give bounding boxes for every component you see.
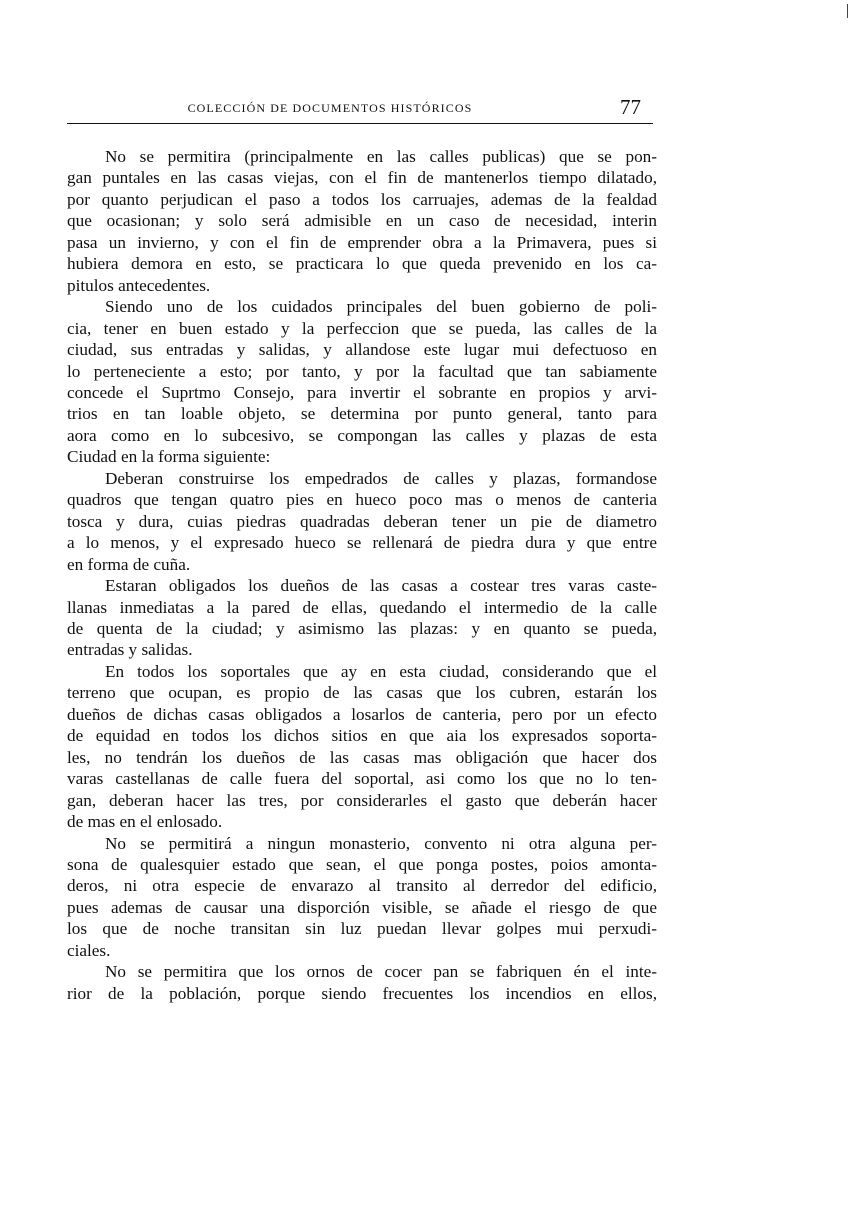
text-line: de quenta de la ciudad; y asimismo las plazas: y en quanto se pueda, [67, 618, 657, 638]
text-line: tosca y dura, cuias piedras quadradas deberan tener un pie de diametro [67, 511, 657, 531]
text-line: pasa un invierno, y con el fin de emprender obra a la Primavera, pues si [67, 232, 657, 252]
paragraph [67, 146, 657, 296]
paragraph [67, 961, 657, 1004]
paragraph [67, 575, 657, 661]
text-line: Siendo uno de los cuidados principales del buen gobierno de poli- [105, 297, 657, 317]
text-line: rior de la población, porque siendo frecuentes los incendios en ellos, [67, 983, 657, 1003]
text-line: varas castellanas de calle fuera del soportal, asi como los que no lo ten- [67, 769, 657, 789]
text-line: pitulos antecedentes. [67, 275, 211, 295]
text-line: aora como en lo subcesivo, se compongan las calles y plazas de esta [67, 425, 657, 445]
text-line: Ciudad en la forma siguiente: [67, 447, 271, 467]
text-line: ciales. [67, 940, 111, 960]
text-line: hubiera demora en esto, se practicara lo que queda prevenido en los ca- [67, 254, 657, 274]
scan-edge-mark [847, 4, 848, 18]
text-line: Estaran obligados los dueños de las casas a costear tres varas caste- [105, 576, 657, 596]
text-line: les, no tendrán los dueños de las casas mas obligación que hacer dos [67, 747, 657, 767]
text-line: cia, tener en buen estado y la perfeccion que se pueda, las calles de la [67, 318, 657, 338]
paragraph [67, 468, 657, 575]
header-rule [67, 123, 653, 124]
text-line: quadros que tengan quatro pies en hueco poco mas o menos de canteria [67, 490, 657, 510]
body-text [67, 146, 657, 1004]
text-line: No se permitira que los ornos de cocer pan se fabriquen én el inte- [105, 962, 657, 982]
running-head [67, 95, 653, 121]
text-line: pues ademas de causar una disporción visible, se añade el riesgo de que [67, 897, 657, 917]
text-line: de mas en el enlosado. [67, 812, 223, 832]
text-line: gan, deberan hacer las tres, por considerarles el gasto que deberán hacer [67, 790, 657, 810]
text-line: de equidad en todos los dichos sitios en que aia los expresados soporta- [67, 726, 657, 746]
paragraph [67, 661, 657, 833]
text-line: entradas y salidas. [67, 640, 193, 660]
text-line: terreno que ocupan, es propio de las casas que los cubren, estarán los [67, 683, 657, 703]
text-line: lo perteneciente a esto; por tanto, y por la facultad que tan sabiamente [67, 361, 657, 381]
text-line: por quanto perjudican el paso a todos los carruajes, ademas de la fealdad [67, 189, 657, 209]
text-line: No se permitira (principalmente en las calles publicas) que se pon- [105, 147, 657, 166]
text-line: en forma de cuña. [67, 554, 191, 574]
text-line: En todos los soportales que ay en esta ciudad, considerando que el [105, 661, 657, 681]
running-title: COLECCIÓN DE DOCUMENTOS HISTÓRICOS [187, 101, 473, 115]
text-line: trios en tan loable objeto, se determina por punto general, tanto para [67, 404, 657, 424]
paragraph [67, 833, 657, 962]
text-line: que ocasionan; y solo será admisible en un caso de necesidad, interin [67, 211, 657, 231]
text-line: a lo menos, y el expresado hueco se rellenará de piedra dura y que entre [67, 533, 657, 553]
text-line: gan puntales en las casas viejas, con el fin de mantenerlos tiempo dilatado, [67, 168, 657, 188]
text-line: deros, ni otra especie de envarazo al transito al derredor del edificio, [67, 876, 657, 896]
text-line: sona de qualesquier estado que sean, el que ponga postes, poios amonta- [67, 854, 657, 874]
paragraph [67, 296, 657, 468]
text-line: ciudad, sus entradas y salidas, y allandose este lugar mui defectuoso en [67, 340, 657, 360]
text-line: Deberan construirse los empedrados de calles y plazas, formandose [105, 468, 657, 488]
text-line: los que de noche transitan sin luz puedan llevar golpes mui perxudi- [67, 919, 657, 939]
text-line: No se permitirá a ningun monasterio, convento ni otra alguna per- [105, 833, 657, 853]
text-line: llanas inmediatas a la pared de ellas, quedando el intermedio de la calle [67, 597, 657, 617]
text-line: concede el Suprtmo Consejo, para invertir el sobrante en propios y arvi- [67, 382, 657, 402]
text-line: dueños de dichas casas obligados a losarlos de canteria, pero por un efecto [67, 704, 657, 724]
page-number: 77 [620, 95, 641, 119]
